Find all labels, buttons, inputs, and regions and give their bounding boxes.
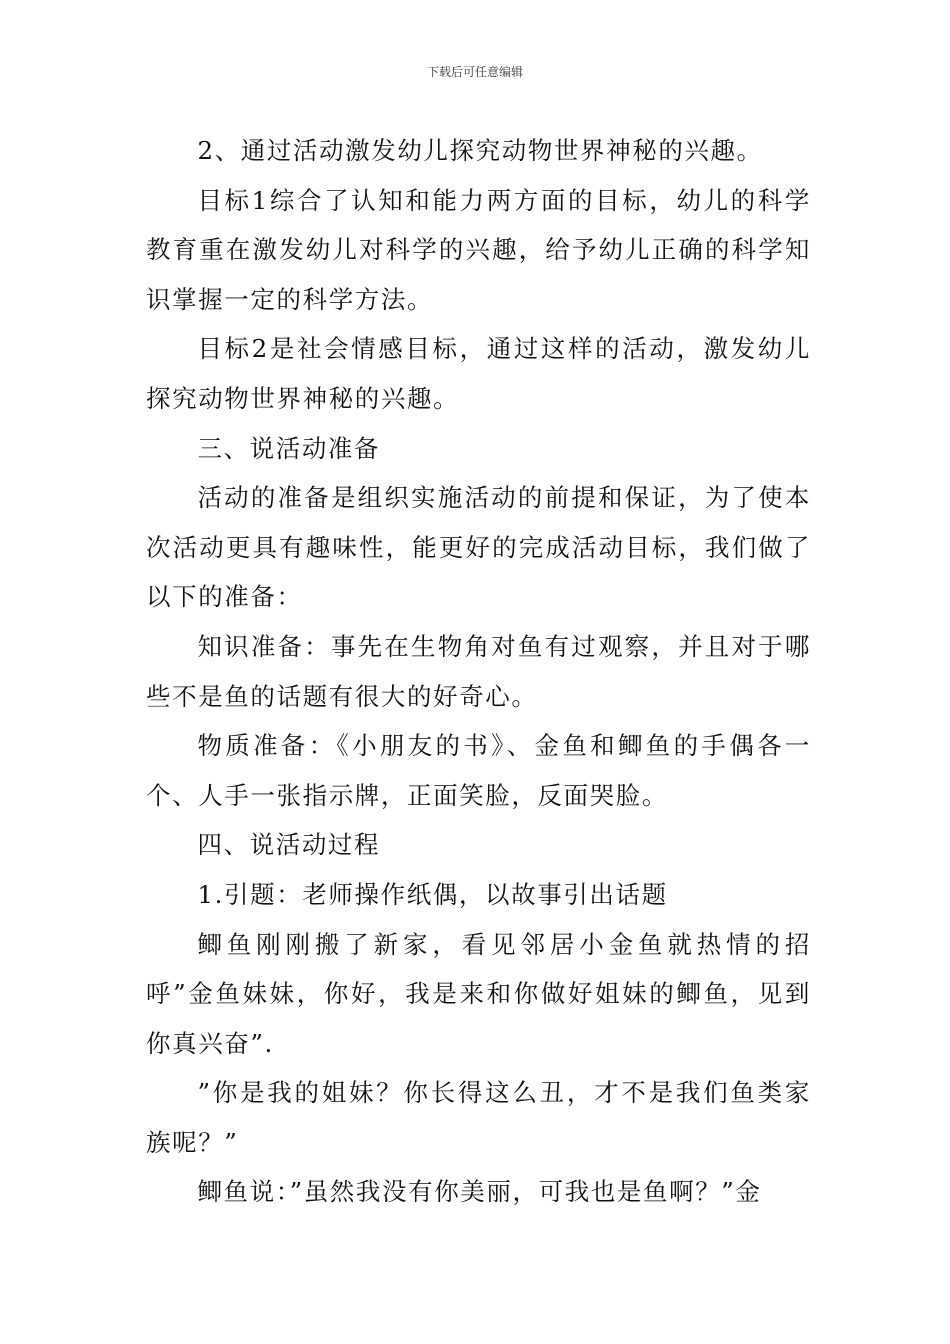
document-body [146,126,811,1217]
paragraph-goal-2: 2、通过活动激发幼儿探究动物世界神秘的兴趣。 [197,136,763,165]
paragraph-step-1: 1.引题：老师操作纸偶，以故事引出话题 [197,879,668,909]
paragraph-story-2: ”你是我的姐妹？你长得这么丑，才不是我们鱼类家族呢？” [146,1078,811,1157]
paragraph-story-3: 鲫鱼说：”虽然我没有你美丽，可我也是鱼啊？”金 [197,1177,762,1207]
paragraph-story-1: 鲫鱼刚刚搬了新家，看见邻居小金鱼就热情的招呼”金鱼妹妹，你好，我是来和你做好姐妹的鲫鱼，见到你真兴奋”. [146,929,811,1058]
section-heading-preparation: 三、说活动准备 [197,433,381,463]
paragraph-material-preparation: 物质准备：《小朋友的书》、金鱼和鲫鱼的手偶各一个、人手一张指示牌，正面笑脸，反面哭脸。 [146,731,811,810]
paragraph-goal-2-explanation: 目标2是社会情感目标，通过这样的活动，激发幼儿探究动物世界神秘的兴趣。 [146,334,811,413]
page-header-note: 下载后可任意编辑 [426,65,523,79]
paragraph-preparation-intro: 活动的准备是组织实施活动的前提和保证，为了使本次活动更具有趣味性，能更好的完成活动目标，我们做了以下的准备： [146,483,811,612]
paragraph-goal-1-explanation: 目标1综合了认知和能力两方面的目标，幼儿的科学教育重在激发幼儿对科学的兴趣，给予幼儿正确的科学知识掌握一定的科学方法。 [146,185,811,314]
paragraph-knowledge-preparation: 知识准备：事先在生物角对鱼有过观察，并且对于哪些不是鱼的话题有很大的好奇心。 [146,631,811,711]
section-heading-process: 四、说活动过程 [197,830,381,860]
